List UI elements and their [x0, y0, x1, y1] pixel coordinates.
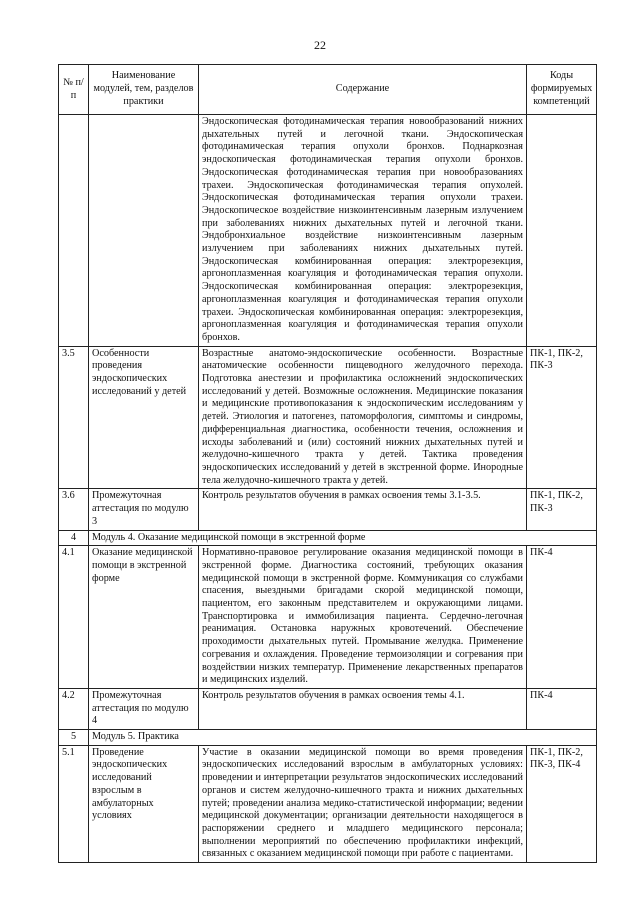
row-content: Возрастные анатомо-эндоскопические особенности. Возрастные анатомические особенности пищеводного желудочного перехода. Подготовка анестезии и профилактика осложнений эндоскопических исследований у детей. Возможные осложнения. Медицинские показания и медицинские противопоказания к эндоскопическим исследованиям у детей. Этиология и патогенез, патоморфология, симптомы и синдромы, дифференциальная диагностика, особенности течения, осложнения и исходы заболеваний и (или) состояний нижних дыхательных путей и желудочно-кишечного тракта у детей. Тактика проведения эндоскопических исследований у детей в экстренной форме. Инородные тела желудочно-кишечного тракта у детей.	[199, 346, 527, 489]
module-title: Модуль 4. Оказание медицинской помощи в экстренной форме	[89, 530, 597, 546]
header-num: № п/п	[59, 65, 89, 115]
table-row	[59, 489, 597, 530]
row-topic-name: Проведение эндоскопических исследований взрослым в амбулаторных условиях	[89, 745, 199, 862]
row-competency-codes: ПК-1, ПК-2, ПК-3	[527, 489, 597, 530]
header-content: Содержание	[199, 65, 527, 115]
row-topic-name	[89, 115, 199, 347]
row-topic-name: Особенности проведения эндоскопических исследований у детей	[89, 346, 199, 489]
table-body	[59, 115, 597, 863]
row-number: 3.5	[59, 346, 89, 489]
row-number: 5.1	[59, 745, 89, 862]
header-name: Наименование модулей, тем, разделов практики	[89, 65, 199, 115]
row-competency-codes: ПК-4	[527, 546, 597, 689]
row-content: Контроль результатов обучения в рамках освоения темы 3.1-3.5.	[199, 489, 527, 530]
curriculum-table	[58, 64, 597, 863]
module-title: Модуль 5. Практика	[89, 730, 597, 746]
row-content: Контроль результатов обучения в рамках освоения темы 4.1.	[199, 688, 527, 729]
row-topic-name: Оказание медицинской помощи в экстренной форме	[89, 546, 199, 689]
module-row	[59, 730, 597, 746]
module-number: 5	[59, 730, 89, 746]
table-row	[59, 688, 597, 729]
row-number: 4.1	[59, 546, 89, 689]
row-competency-codes	[527, 115, 597, 347]
module-number: 4	[59, 530, 89, 546]
table-row	[59, 546, 597, 689]
row-competency-codes: ПК-4	[527, 688, 597, 729]
row-topic-name: Промежуточная аттестация по модулю 4	[89, 688, 199, 729]
table-header-row	[59, 65, 597, 115]
row-number	[59, 115, 89, 347]
row-competency-codes: ПК-1, ПК-2, ПК-3, ПК-4	[527, 745, 597, 862]
table-row	[59, 115, 597, 347]
row-content: Нормативно-правовое регулирование оказания медицинской помощи в экстренной форме. Диагностика состояний, требующих оказания медицинской помощи в экстренной форме. Коммуникация со службами спасения, выездными бригадами скорой медицинской помощи, пациентом, его законным представителем и окружающими лицами. Транспортировка и иммобилизация пациента. Сердечно-легочная реанимация. Остановка наружных кровотечений. Обеспечение проходимости дыхательных путей. Промывание желудка. Применение согревания и охлаждения. Проведение термоизоляции и согревания при воздействии низких температур. Применение лекарственных препаратов и медицинских изделий.	[199, 546, 527, 689]
page-number: 22	[314, 38, 326, 52]
module-row	[59, 530, 597, 546]
table-row	[59, 745, 597, 862]
header-codes: Коды формируемых компетенций	[527, 65, 597, 115]
row-number: 4.2	[59, 688, 89, 729]
row-content: Эндоскопическая фотодинамическая терапия новообразований нижних дыхательных путей и легочной ткани. Эндоскопическая фотодинамическая терапия опухоли бронхов. Поднаркозная эндоскопическая фотодинамическая терапия опухоли бронхов. Эндоскопическая фотодинамическая терапия при новообразованиях трахеи. Эндоскопическая фотодинамическая терапия опухолей. Эндоскопическая фотодинамическая терапия опухоли трахеи. Эндоскопическое воздействие низкоинтенсивным лазерным излучением при заболеваниях нижних дыхательных путей и легочной ткани. Эндобронхиальное воздействие низкоинтенсивным лазерным излучением при заболеваниях нижних дыхательных путей. Эндоскопическая комбинированная операция: электрорезекция, аргоноплазменная коагуляция и фотодинамическая терапия опухоли. Эндоскопическая комбинированная операция: электрорезекция, аргоноплазменная коагуляция и фотодинамическая терапия опухоли трахеи. Эндоскопическая комбинированная операция: электрорезекция, аргоноплазменная коагуляция и фотодинамическая терапия опухоли бронхов.	[199, 115, 527, 347]
row-content: Участие в оказании медицинской помощи во время проведения эндоскопических исследований взрослым в амбулаторных условиях: проведении и интерпретации результатов эндоскопических исследований органов и систем желудочно-кишечного тракта и нижних дыхательных путей; проведении анализа медико-статистической информации; ведении медицинской документации; организации деятельности находящегося в распоряжении среднего и младшего медицинского персонала; выполнении мероприятий по обеспечению профилактики инфекций, связанных с оказанием медицинской помощи при работе с пациентами.	[199, 745, 527, 862]
row-competency-codes: ПК-1, ПК-2, ПК-3	[527, 346, 597, 489]
row-topic-name: Промежуточная аттестация по модулю 3	[89, 489, 199, 530]
row-number: 3.6	[59, 489, 89, 530]
table-row	[59, 346, 597, 489]
